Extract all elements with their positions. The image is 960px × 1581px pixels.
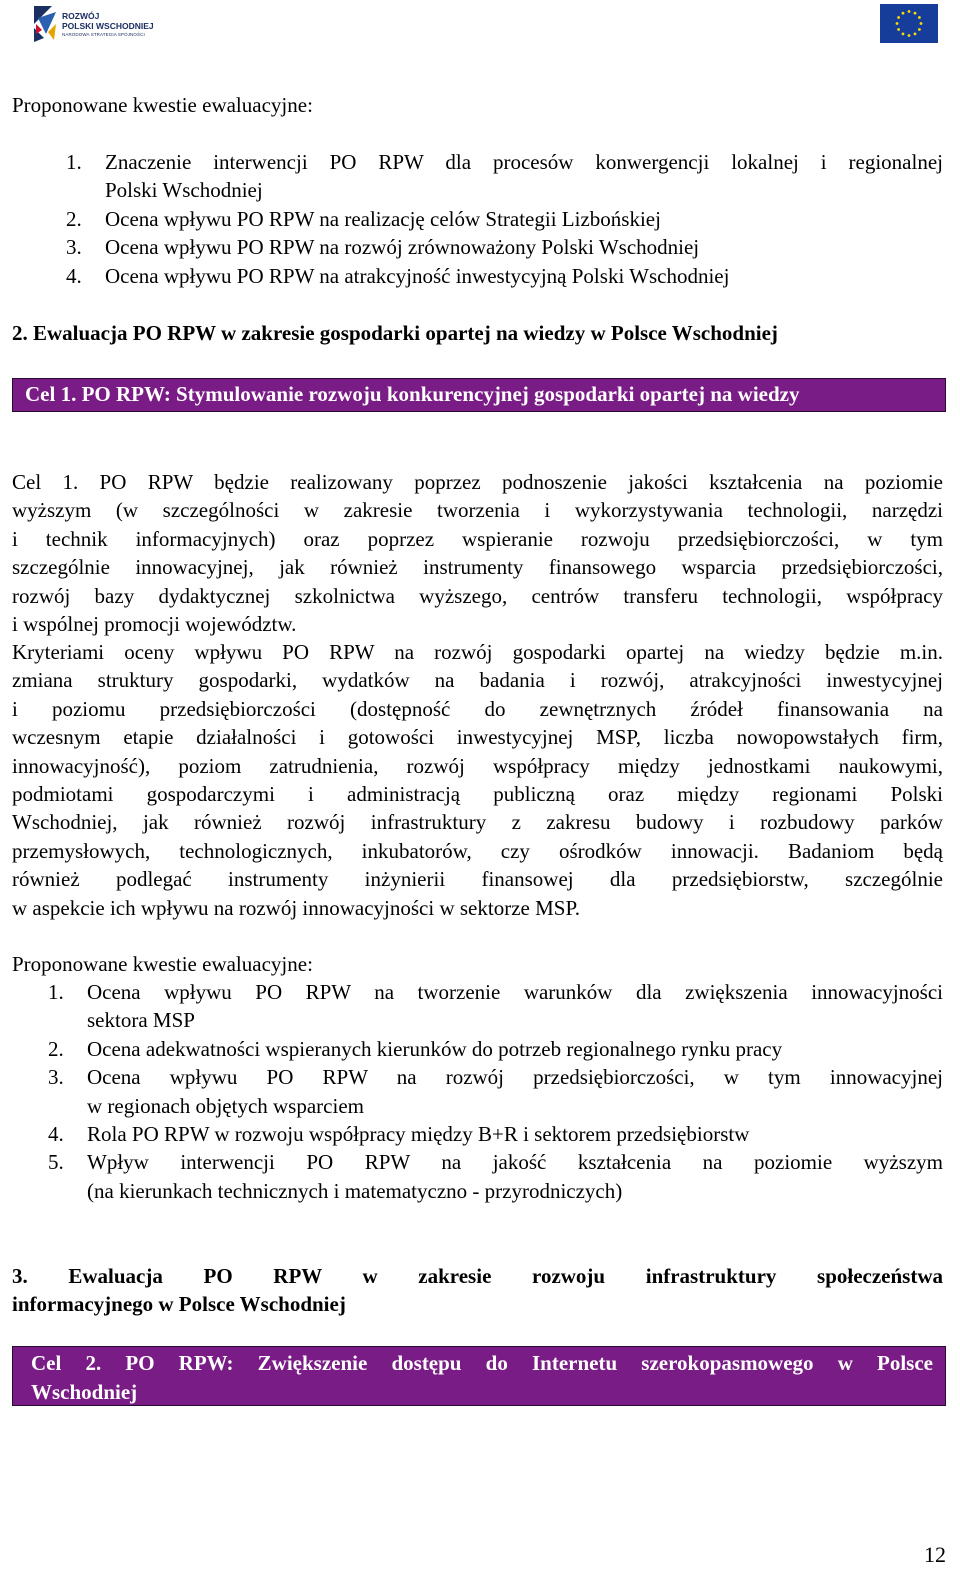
- rozwoj-polski-wschodniej-logo: [32, 4, 172, 44]
- eu-star: [918, 16, 921, 19]
- evaluation-questions-list-2: [0, 978, 960, 1205]
- eu-star: [897, 28, 900, 31]
- list-item: 3. Ocena wpływu PO RPW na rozwój zrównoważony Polski Wschodniej: [66, 235, 700, 260]
- section-2-heading: 2. Ewaluacja PO RPW w zakresie gospodarki opartej na wiedzy w Polsce Wschodniej: [12, 321, 778, 345]
- section-3-heading: 3. Ewaluacja PO RPW w zakresie rozwoju infrastruktury społeczeństwa informacyjnego w Polsce Wschodniej: [12, 1264, 943, 1316]
- list-item: 4. Rola PO RPW w rozwoju współpracy między B+R i sektorem przedsiębiorstw: [48, 1122, 750, 1147]
- eu-star: [914, 12, 917, 15]
- evaluation-questions-list-1: [0, 148, 960, 290]
- logo-line1: ROZWÓJ: [62, 11, 100, 21]
- eu-star: [908, 34, 911, 37]
- eu-star: [914, 32, 917, 35]
- eu-star: [918, 28, 921, 31]
- proposed-questions-title-1: Proponowane kwestie ewaluacyjne:: [12, 93, 313, 117]
- eu-star: [897, 16, 900, 19]
- goal-1-bar: Cel 1. PO RPW: Stymulowanie rozwoju konkurencyjnej gospodarki opartej na wiedzy: [12, 378, 946, 412]
- list-item: 5. Wpływ interwencji PO RPW na jakość kształcenia na poziomie wyższym (na kierunkach technicznych i matematyczno - przyrodniczych): [48, 1150, 943, 1203]
- eu-star: [896, 22, 899, 25]
- eu-star: [920, 22, 923, 25]
- eu-star: [908, 10, 911, 13]
- list-item: 1. Znaczenie interwencji PO RPW dla procesów konwergencji lokalnej i regionalnej Polski Wschodniej: [66, 150, 943, 203]
- list-item: 2. Ocena wpływu PO RPW na realizację celów Strategii Lizbońskiej: [66, 206, 661, 231]
- proposed-questions-title-2: Proponowane kwestie ewaluacyjne:: [12, 952, 313, 976]
- eu-flag-icon: [880, 4, 938, 43]
- list-item: 4. Ocena wpływu PO RPW na atrakcyjność inwestycyjną Polski Wschodniej: [66, 263, 730, 288]
- goal-1-description: Cel 1. PO RPW będzie realizowany poprzez podnoszenie jakości kształcenia na poziomie wyższym (w szczególności w zakresie tworzenia i wykorzystywania technologii, narzędzi i technik informacyjnych) oraz poprzez wspieranie rozwoju przedsiębiorczości, w tym szczególnie innowacyjnej, jak również instrumenty finansowego wsparcia przedsiębiorczości, rozwój bazy dydaktycznej szkolnictwa wyższego, centrów transferu technologii, współpracy i wspólnej promocji województw.: [12, 470, 943, 637]
- logo-mark-icon: [32, 4, 60, 44]
- goal-2-bar: Cel 2. PO RPW: Zwiększenie dostępu do Internetu szerokopasmowego w Polsce Wschodniej: [12, 1346, 946, 1406]
- logo-line3: NARODOWA STRATEGIA SPÓJNOŚCI: [62, 32, 145, 37]
- list-item: 3. Ocena wpływu PO RPW na rozwój przedsiębiorczości, w tym innowacyjnej w regionach objętych wsparciem: [48, 1065, 943, 1118]
- eu-star: [902, 32, 905, 35]
- page-number: 12: [924, 1542, 946, 1567]
- evaluation-criteria-paragraph: Kryteriami oceny wpływu PO RPW na rozwój gospodarki opartej na wiedzy będzie m.in. zmiana struktury gospodarki, wydatków na badania i rozwój, atrakcyjności inwestycyjnej i poziomu przedsiębiorczości (dostępność do zewnętrznych źródeł finansowania na wczesnym etapie działalności i gotowości inwestycyjnej MSP, liczba nowopowstałych firm, innowacyjność), poziom zatrudnienia, rozwój współpracy między jednostkami naukowymi, podmiotami gospodarczymi i administracją publiczną oraz między regionami Polski Wschodniej, jak również rozwój infrastruktury z zakresu budowy i rozbudowy parków przemysłowych, technologicznych, inkubatorów, czy ośrodków innowacji. Badaniom będą również podlegać instrumenty inżynierii finansowej dla przedsiębiorstw, szczególnie w aspekcie ich wpływu na rozwój innowacyjności w sektorze MSP.: [12, 640, 943, 920]
- logo-line2: POLSKI WSCHODNIEJ: [62, 20, 154, 31]
- eu-star: [902, 12, 905, 15]
- list-item: 1. Ocena wpływu PO RPW na tworzenie warunków dla zwiększenia innowacyjności sektora MSP: [48, 980, 943, 1033]
- list-item: 2. Ocena adekwatności wspieranych kierunków do potrzeb regionalnego rynku pracy: [48, 1036, 783, 1061]
